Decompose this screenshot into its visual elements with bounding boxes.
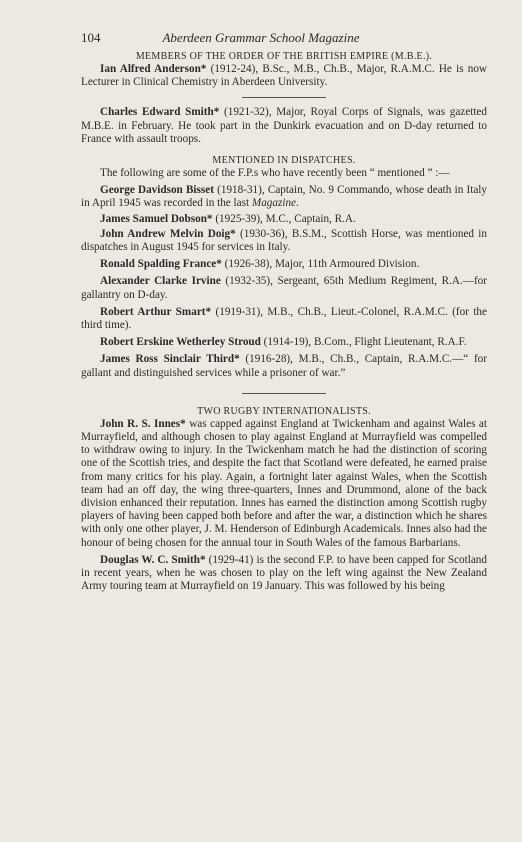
entry-text: (1925-39), M.C., Captain, R.A. xyxy=(212,212,356,225)
entry-name: Robert Erskine Wetherley Stroud xyxy=(100,336,261,349)
entry-text: (1932-35), Sergeant, 65th Medium Regiment, R.A.—for gallantry on D-day. xyxy=(81,275,487,301)
entry-name: John R. S. Innes* xyxy=(100,417,186,430)
despatch-entry-third xyxy=(81,353,487,379)
entry-text: (1914-19), B.Com., Flight Lieutenant, R.A.F. xyxy=(260,336,467,349)
despatch-entry-bisset xyxy=(81,184,487,210)
despatch-entry-doig xyxy=(81,228,487,254)
despatches-heading: MENTIONED IN DISPATCHES. xyxy=(212,155,356,167)
mbe-entry-anderson xyxy=(81,63,487,89)
entry-italic: Magazine xyxy=(251,197,297,210)
mbe-heading: MEMBERS OF THE ORDER OF THE BRITISH EMPIRE (M.B.E.). xyxy=(135,51,433,62)
despatch-entry-smart xyxy=(81,306,487,332)
entry-text: (1918-31), Captain, No. 9 Commando, whose death in Italy in April 1945 was recorded in the last xyxy=(81,184,487,210)
entry-name: Ronald Spalding France* xyxy=(100,258,222,271)
entry-name: Robert Arthur Smart* xyxy=(100,305,212,318)
entry-name: James Samuel Dobson* xyxy=(100,212,213,225)
entry-text: (1930-36), B.S.M., Scottish Horse, was mentioned in dispatches in August 1945 for services in Italy. xyxy=(81,227,487,254)
despatch-entry-dobson xyxy=(81,213,487,226)
mbe-entry-smith xyxy=(81,106,487,146)
entry-text: (1912-24), B.Sc., M.B., Ch.B., Major, R.A.M.C. He is now Lecturer in Clinical Chemistry in Aberdeen University. xyxy=(81,63,488,89)
rugby-entry-smith xyxy=(81,554,487,594)
entry-name: Douglas W. C. Smith* xyxy=(100,553,206,566)
despatches-intro: The following are some of the F.P.s who have recently been “ mentioned ” :— xyxy=(100,167,450,180)
entry-text: (1926-38), Major, 11th Armoured Division. xyxy=(221,258,420,271)
despatch-entry-irvine xyxy=(81,275,487,301)
entry-text: (1929-41) is the second F.P. to have been capped for Scotland in recent years, when he was chosen to play on the left wing against the New Zealand Army touring team at Murrayfield on 19 January. This was followed by his being xyxy=(81,553,487,593)
running-title: Aberdeen Grammar School Magazine xyxy=(162,30,360,45)
entry-text: (1919-31), M.B., Ch.B., Lieut.-Colonel, R.A.M.C. (for the third time). xyxy=(81,305,487,332)
entry-name: John Andrew Melvin Doig* xyxy=(100,227,236,240)
running-header xyxy=(81,30,441,48)
despatch-entry-stroud xyxy=(81,336,487,349)
entry-name: George Davidson Bisset xyxy=(100,184,214,197)
page-number: 104 xyxy=(81,30,101,45)
page-content xyxy=(81,50,487,594)
rugby-heading: TWO RUGBY INTERNATIONALISTS. xyxy=(197,405,371,417)
entry-text: was capped against England at Twickenham and against Wales at Murrayfield, and although chosen to play against England at Murrayfield was compelled to withdraw owing to injury. In the Twickenham match he had the distinction of scoring one of the Scottish tries, and despite the fact that Scotland were defeated, he earned praise from many critics for his play. Again, a fortnight later against Wales, when the Scottish team had an off day, the wing three-quarters, Innes and Drummond, alone of the back division enhanced their reputation. Innes has earned the distinction among Scottish rugby players of having been capped both before and after the war, a distinction which he shares with only one other player, J. M. Henderson of Edinburgh Academicals. Innes also had the honour of being chosen for the annual tour in South Wales of the famous Barbarians. xyxy=(81,417,487,549)
entry-name: Charles Edward Smith* xyxy=(100,106,220,119)
entry-name: Ian Alfred Anderson* xyxy=(100,63,207,75)
despatch-entry-france xyxy=(81,258,487,271)
entry-tail: . xyxy=(296,197,299,210)
entry-name: Alexander Clarke Irvine xyxy=(100,275,221,288)
entry-name: James Ross Sinclair Third* xyxy=(100,353,240,366)
entry-text: (1921-32), Major, Royal Corps of Signals, was gazetted M.B.E. in February. He took part in the Dunkirk evacuation and on D-day returned to France with assault troops. xyxy=(81,106,487,145)
entry-text: (1916-28), M.B., Ch.B., Captain, R.A.M.C.—“ for gallant and distinguished services while a prisoner of war.” xyxy=(81,353,487,379)
rugby-entry-innes xyxy=(81,418,487,550)
